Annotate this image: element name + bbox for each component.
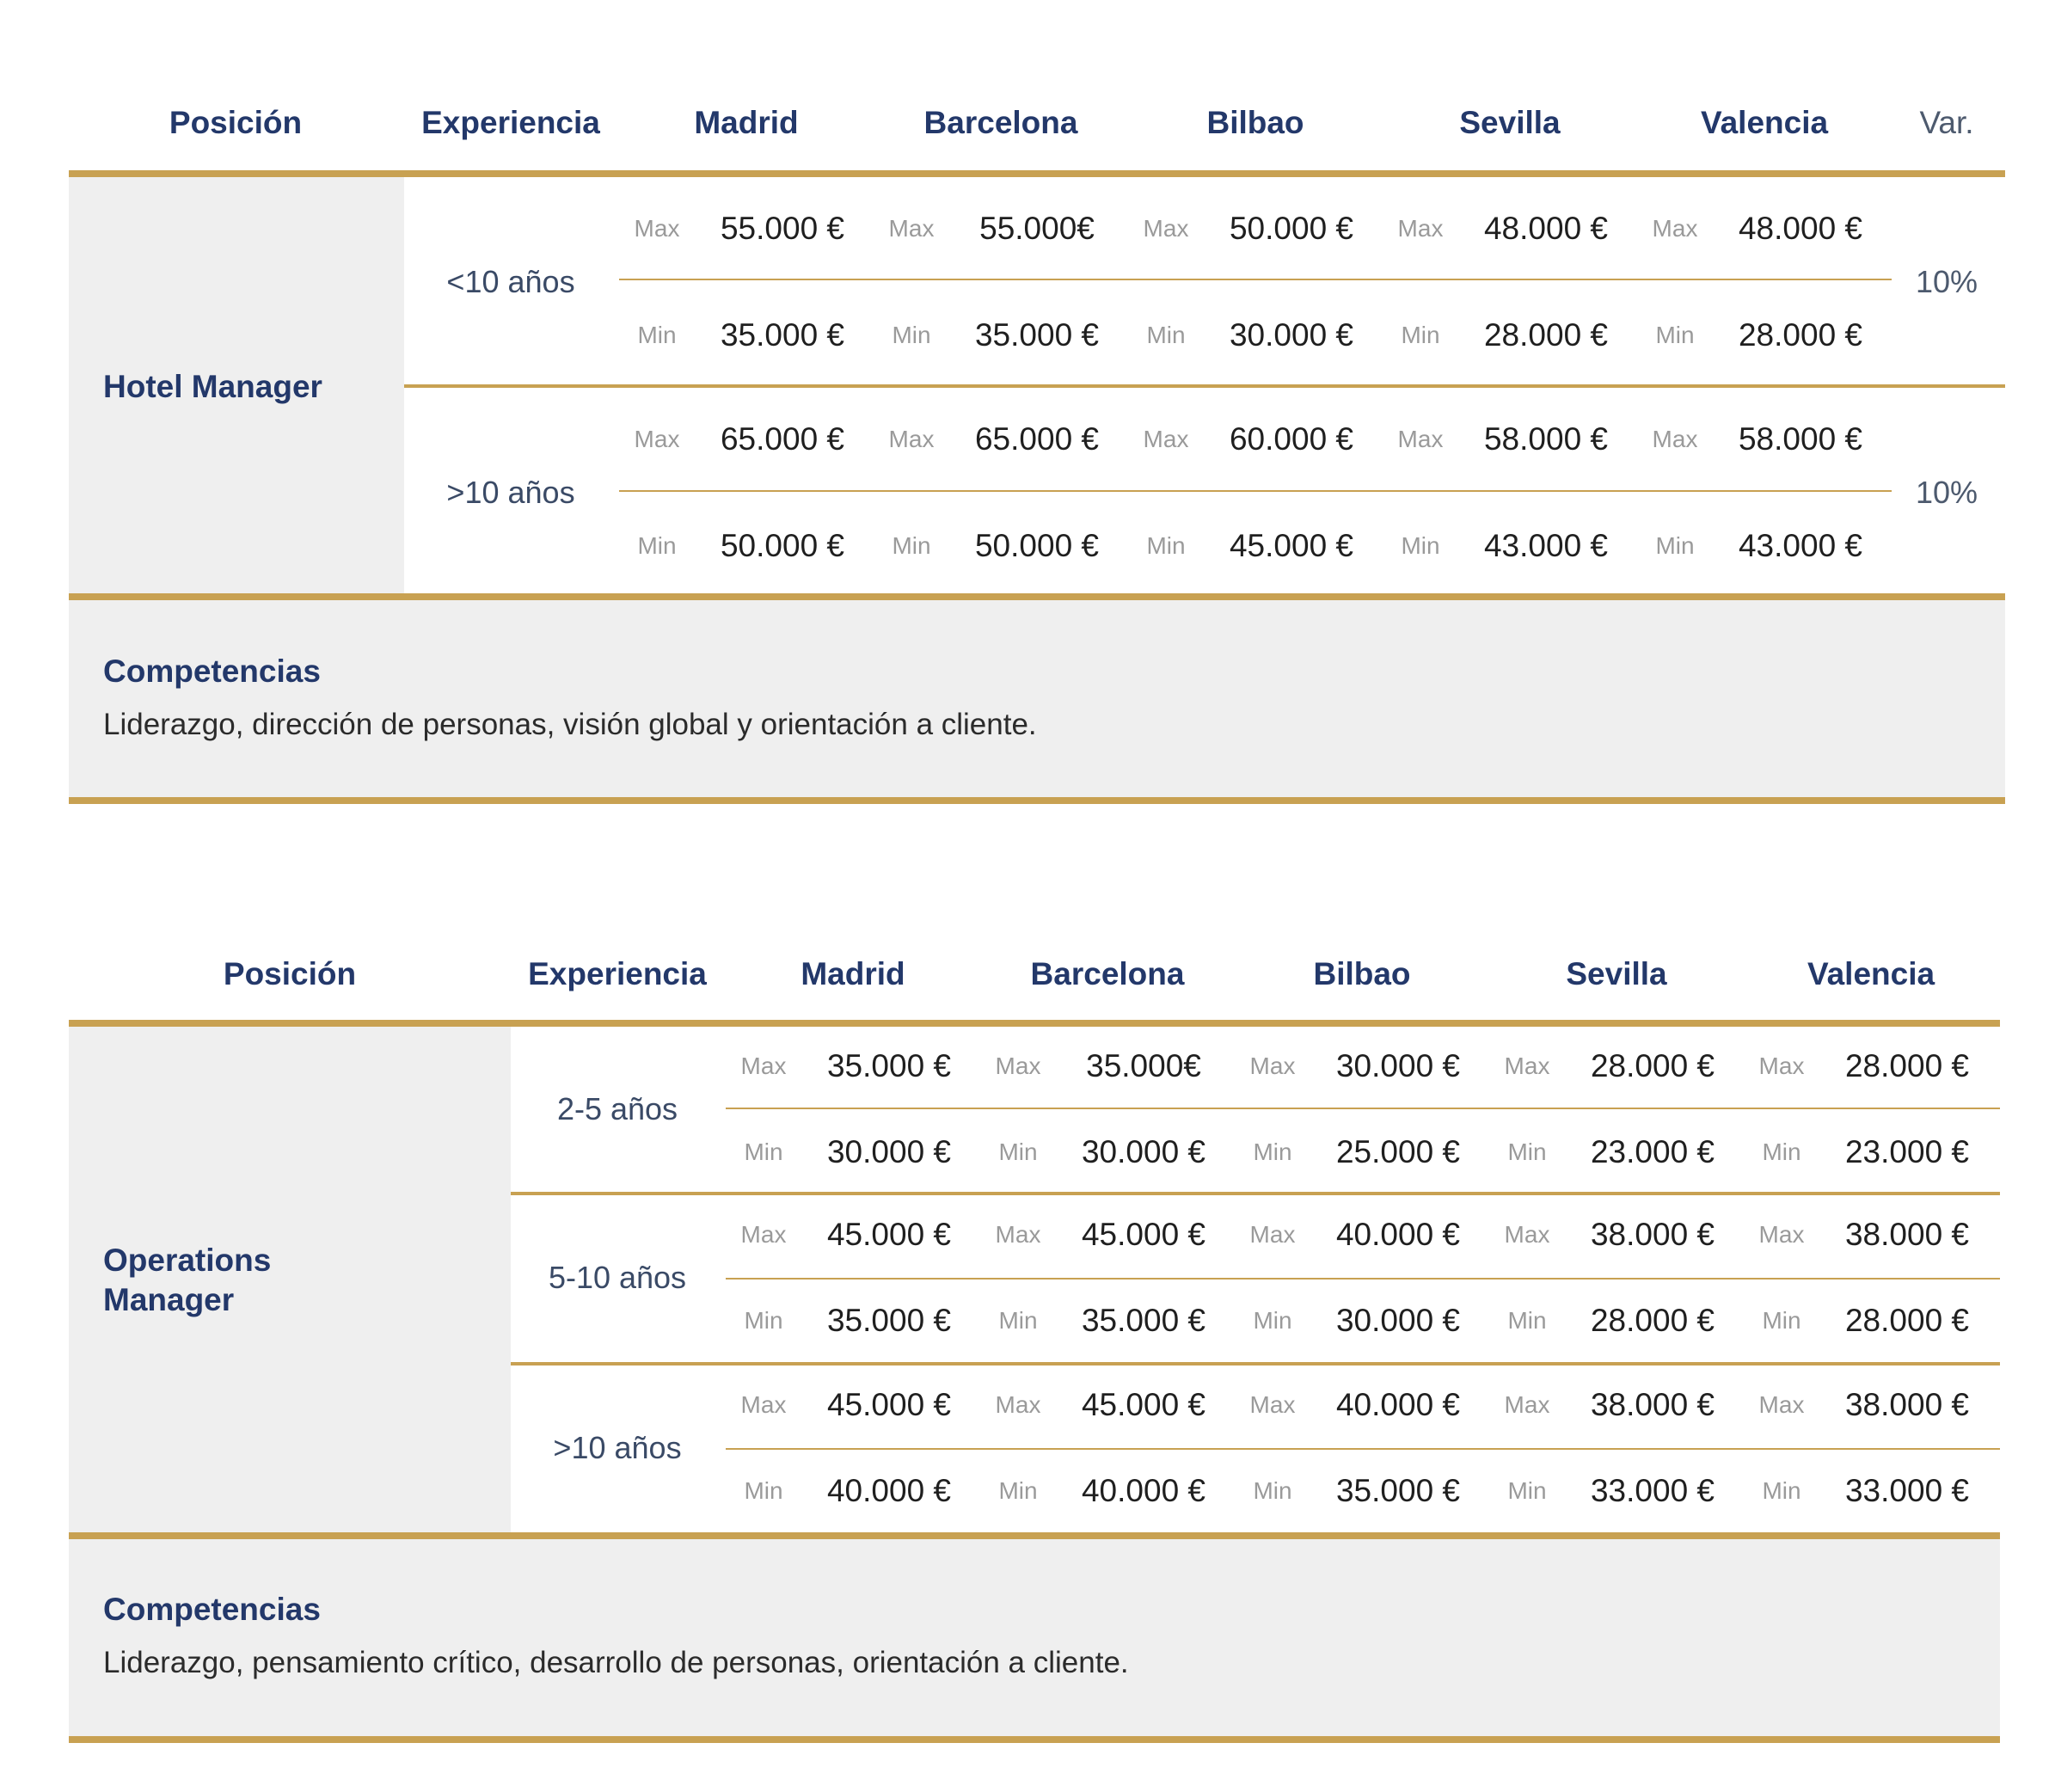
min-label: Min	[892, 532, 931, 559]
position-label	[103, 1241, 271, 1320]
competencies-title: Competencias	[103, 654, 321, 689]
experience-label: >10 años	[553, 1430, 682, 1465]
max-value-bilbao: 40.000 €	[1335, 1387, 1461, 1422]
max-label: Max	[1397, 426, 1444, 452]
min-label: Min	[1507, 1138, 1547, 1165]
max-label: Max	[740, 1221, 787, 1248]
min-value-barcelona: 30.000 €	[1081, 1134, 1206, 1169]
max-value-bilbao: 60.000 €	[1229, 421, 1354, 457]
min-value-valencia: 28.000 €	[1844, 1303, 1970, 1338]
min-label: Min	[1762, 1477, 1801, 1504]
row-divider	[726, 1108, 2000, 1109]
max-value-barcelona: 45.000 €	[1081, 1217, 1206, 1252]
max-value-sevilla: 48.000 €	[1483, 211, 1609, 246]
min-value-madrid: 40.000 €	[826, 1473, 952, 1508]
competencies-box	[69, 1539, 2000, 1736]
max-label: Max	[995, 1052, 1041, 1079]
min-value-bilbao: 45.000 €	[1229, 528, 1354, 563]
max-value-sevilla: 28.000 €	[1590, 1048, 1715, 1083]
experience-divider	[511, 1192, 2000, 1195]
min-value-bilbao: 35.000 €	[1335, 1473, 1461, 1508]
max-label: Max	[888, 215, 935, 242]
max-value-valencia: 28.000 €	[1844, 1048, 1970, 1083]
header-divider	[69, 1020, 2000, 1027]
min-value-bilbao: 30.000 €	[1335, 1303, 1461, 1338]
max-value-valencia: 58.000 €	[1738, 421, 1863, 457]
competencies-text: Liderazgo, pensamiento crítico, desarrollo de personas, orientación a cliente.	[103, 1646, 1129, 1679]
min-value-sevilla: 28.000 €	[1590, 1303, 1715, 1338]
max-label: Max	[740, 1052, 787, 1079]
max-value-barcelona: 35.000€	[1086, 1048, 1201, 1083]
min-label: Min	[637, 322, 677, 348]
min-value-madrid: 50.000 €	[720, 528, 845, 563]
max-value-barcelona: 55.000€	[979, 211, 1095, 246]
header-city-bilbao: Bilbao	[1313, 956, 1411, 991]
max-value-madrid: 55.000 €	[720, 211, 845, 246]
min-value-valencia: 23.000 €	[1844, 1134, 1970, 1169]
min-value-valencia: 33.000 €	[1844, 1473, 1970, 1508]
min-value-madrid: 35.000 €	[826, 1303, 952, 1338]
max-label: Max	[1143, 215, 1189, 242]
section-end-divider	[69, 797, 2005, 804]
max-value-valencia: 48.000 €	[1738, 211, 1863, 246]
min-value-bilbao: 25.000 €	[1335, 1134, 1461, 1169]
max-label: Max	[1249, 1221, 1296, 1248]
min-value-barcelona: 40.000 €	[1081, 1473, 1206, 1508]
min-label: Min	[998, 1307, 1038, 1334]
min-label: Min	[998, 1477, 1038, 1504]
min-label: Min	[998, 1138, 1038, 1165]
min-value-sevilla: 43.000 €	[1483, 528, 1609, 563]
min-label: Min	[1146, 322, 1186, 348]
min-value-bilbao: 30.000 €	[1229, 317, 1354, 353]
max-value-valencia: 38.000 €	[1844, 1217, 1970, 1252]
min-label: Min	[1762, 1307, 1801, 1334]
row-divider	[726, 1278, 2000, 1280]
header-divider	[69, 170, 2005, 177]
max-label: Max	[995, 1391, 1041, 1418]
max-value-bilbao: 40.000 €	[1335, 1217, 1461, 1252]
min-value-sevilla: 23.000 €	[1590, 1134, 1715, 1169]
min-label: Min	[1146, 532, 1186, 559]
header-position: Posición	[223, 956, 357, 991]
min-label: Min	[1401, 322, 1440, 348]
min-label: Min	[744, 1307, 783, 1334]
max-value-bilbao: 50.000 €	[1229, 211, 1354, 246]
row-divider	[619, 279, 1892, 280]
header-city-sevilla: Sevilla	[1566, 956, 1667, 991]
max-label: Max	[1758, 1221, 1805, 1248]
max-label: Max	[1249, 1052, 1296, 1079]
min-label: Min	[1762, 1138, 1801, 1165]
min-value-madrid: 35.000 €	[720, 317, 845, 353]
min-label: Min	[1401, 532, 1440, 559]
max-label: Max	[1758, 1391, 1805, 1418]
min-value-barcelona: 35.000 €	[1081, 1303, 1206, 1338]
row-divider	[726, 1448, 2000, 1450]
max-label: Max	[1652, 215, 1698, 242]
max-value-madrid: 45.000 €	[826, 1387, 952, 1422]
experience-label: <10 años	[446, 264, 575, 299]
min-label: Min	[1253, 1307, 1292, 1334]
max-label: Max	[634, 215, 680, 242]
position-label: Hotel Manager	[103, 369, 322, 404]
max-label: Max	[1143, 426, 1189, 452]
max-label: Max	[1504, 1052, 1550, 1079]
max-value-madrid: 35.000 €	[826, 1048, 952, 1083]
max-value-bilbao: 30.000 €	[1335, 1048, 1461, 1083]
max-label: Max	[995, 1221, 1041, 1248]
experience-divider	[511, 1362, 2000, 1365]
variation-value: 10%	[1915, 475, 1978, 510]
min-label: Min	[1507, 1307, 1547, 1334]
min-value-barcelona: 35.000 €	[974, 317, 1100, 353]
min-label: Min	[744, 1138, 783, 1165]
max-value-madrid: 45.000 €	[826, 1217, 952, 1252]
header-city-madrid: Madrid	[694, 105, 799, 140]
header-city-valencia: Valencia	[1807, 956, 1935, 991]
min-label: Min	[1253, 1477, 1292, 1504]
experience-label: >10 años	[446, 475, 575, 510]
min-value-sevilla: 33.000 €	[1590, 1473, 1715, 1508]
header-experience: Experiencia	[528, 956, 707, 991]
min-label: Min	[1655, 532, 1695, 559]
max-label: Max	[740, 1391, 787, 1418]
header-city-madrid: Madrid	[801, 956, 905, 991]
header-position: Posición	[169, 105, 303, 140]
position-line-1: Operations	[103, 1243, 272, 1278]
header-city-bilbao: Bilbao	[1206, 105, 1304, 140]
section-end-divider	[69, 1736, 2000, 1743]
header-experience: Experiencia	[421, 105, 600, 140]
header-city-barcelona: Barcelona	[1030, 956, 1185, 991]
competencies-text: Liderazgo, dirección de personas, visión global y orientación a cliente.	[103, 708, 1037, 741]
position-line-2: Manager	[103, 1282, 235, 1317]
body-divider	[69, 1532, 2000, 1539]
min-label: Min	[637, 532, 677, 559]
max-label: Max	[1504, 1221, 1550, 1248]
max-label: Max	[888, 426, 935, 452]
max-label: Max	[1397, 215, 1444, 242]
experience-label: 2-5 años	[556, 1091, 678, 1126]
max-label: Max	[1652, 426, 1698, 452]
experience-divider	[404, 384, 2005, 388]
min-label: Min	[744, 1477, 783, 1504]
min-label: Min	[1507, 1477, 1547, 1504]
max-value-barcelona: 65.000 €	[974, 421, 1100, 457]
max-value-sevilla: 38.000 €	[1590, 1387, 1715, 1422]
variation-value: 10%	[1915, 264, 1978, 299]
max-value-sevilla: 38.000 €	[1590, 1217, 1715, 1252]
header-city-valencia: Valencia	[1700, 105, 1829, 140]
header-city-sevilla: Sevilla	[1459, 105, 1561, 140]
header-city-barcelona: Barcelona	[923, 105, 1078, 140]
min-label: Min	[1655, 322, 1695, 348]
max-value-barcelona: 45.000 €	[1081, 1387, 1206, 1422]
min-label: Min	[892, 322, 931, 348]
min-value-valencia: 43.000 €	[1738, 528, 1863, 563]
max-label: Max	[1504, 1391, 1550, 1418]
max-value-sevilla: 58.000 €	[1483, 421, 1609, 457]
competencies-box	[69, 600, 2005, 797]
body-divider	[69, 593, 2005, 600]
min-label: Min	[1253, 1138, 1292, 1165]
experience-label: 5-10 años	[548, 1260, 687, 1295]
max-label: Max	[634, 426, 680, 452]
min-value-sevilla: 28.000 €	[1483, 317, 1609, 353]
min-value-valencia: 28.000 €	[1738, 317, 1863, 353]
min-value-madrid: 30.000 €	[826, 1134, 952, 1169]
row-divider	[619, 490, 1892, 492]
max-value-valencia: 38.000 €	[1844, 1387, 1970, 1422]
competencies-title: Competencias	[103, 1592, 321, 1627]
max-label: Max	[1249, 1391, 1296, 1418]
header-variation: Var.	[1919, 105, 1974, 140]
max-value-madrid: 65.000 €	[720, 421, 845, 457]
max-label: Max	[1758, 1052, 1805, 1079]
min-value-barcelona: 50.000 €	[974, 528, 1100, 563]
